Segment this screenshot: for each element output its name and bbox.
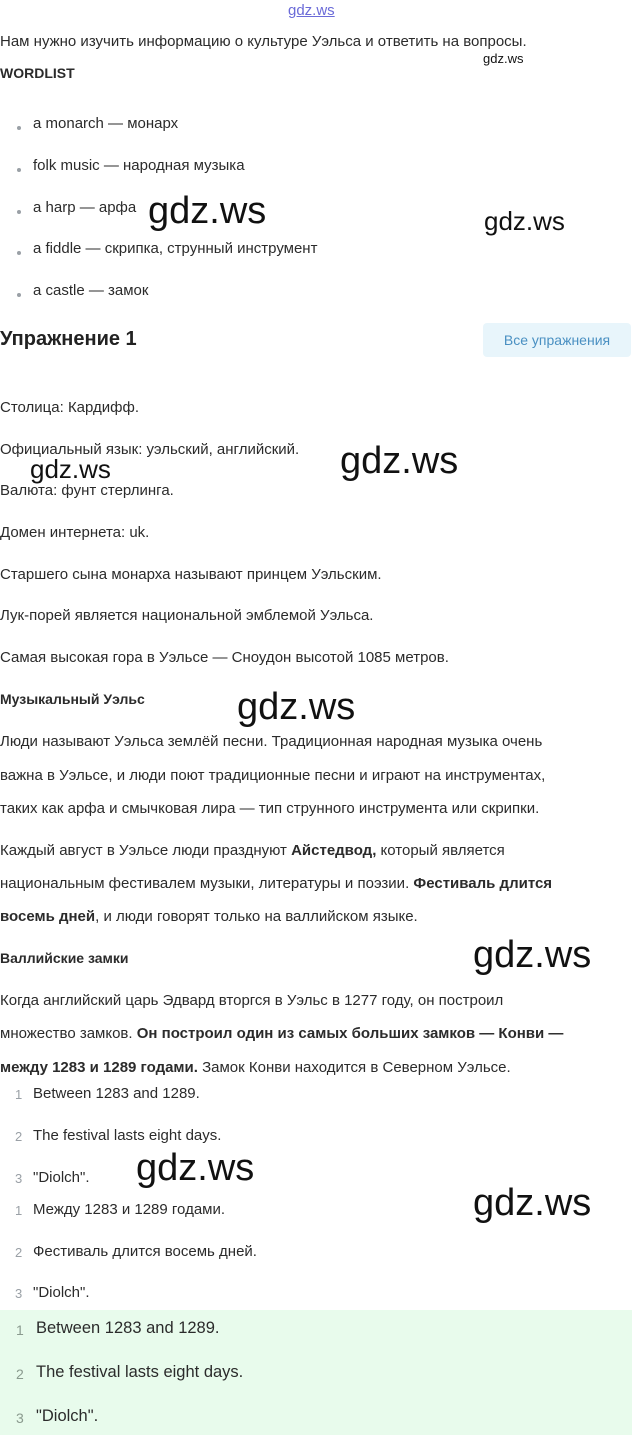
text-run: множество замков. (0, 1025, 137, 1042)
paragraph-line: Люди называют Уэльса землёй песни. Традиционная народная музыка очень (0, 733, 543, 750)
fact-line: Лук-порей является национальной эмблемой Уэльса. (0, 607, 374, 624)
list-item: a harp — арфа (33, 199, 137, 216)
fact-line: Столица: Кардифф. (0, 399, 140, 416)
fact-line: Валюта: фунт стерлинга. (0, 482, 174, 499)
site-watermark-link[interactable]: gdz.ws (288, 2, 335, 19)
list-item: Между 1283 и 1289 годами. (33, 1201, 226, 1218)
text-run-bold: Айстедвод, (291, 842, 377, 859)
watermark-text: gdz.ws (237, 686, 356, 728)
list-item: The festival lasts eight days. (33, 1127, 222, 1144)
list-item: a castle — замок (33, 282, 149, 299)
watermark-text: gdz.ws (473, 1182, 592, 1224)
paragraph-line (0, 842, 505, 859)
list-number: 1 (15, 1203, 23, 1218)
text-run-bold: Фестиваль длится (413, 875, 553, 892)
list-number: 2 (15, 1245, 23, 1260)
list-item: folk music — народная музыка (33, 157, 245, 174)
paragraph-line (0, 908, 418, 925)
bullet-icon (17, 210, 21, 214)
list-item: Between 1283 and 1289. (33, 1085, 200, 1102)
fact-line: Старшего сына монарха называют принцем Уэльским. (0, 566, 382, 583)
section-heading-music: Музыкальный Уэльс (0, 691, 145, 707)
bullet-icon (17, 126, 21, 130)
watermark-text: gdz.ws (148, 190, 267, 232)
watermark-text: gdz.ws (136, 1147, 255, 1189)
list-item: "Diolch". (33, 1284, 90, 1301)
list-item: a monarch — монарх (33, 115, 179, 132)
watermark-text: gdz.ws (30, 454, 111, 484)
list-number: 1 (15, 1087, 23, 1102)
list-item: The festival lasts eight days. (36, 1363, 244, 1381)
text-run: Каждый август в Уэльсе люди празднуют (0, 842, 292, 859)
text-run: который является (376, 842, 505, 859)
list-number: 3 (15, 1286, 23, 1301)
fact-line: Домен интернета: uk. (0, 524, 150, 541)
list-item: "Diolch". (33, 1169, 90, 1186)
text-run-bold: восемь дней (0, 908, 96, 925)
list-number: 1 (16, 1322, 24, 1338)
list-number: 3 (16, 1410, 24, 1426)
list-number: 2 (15, 1129, 23, 1144)
list-item: "Diolch". (36, 1407, 99, 1425)
fact-line: Официальный язык: уэльский, английский. (0, 441, 300, 458)
text-run-bold: Он построил один из самых больших замков — Конви — (136, 1025, 564, 1042)
paragraph-line (0, 1059, 511, 1076)
wordlist-heading: WORDLIST (0, 65, 75, 81)
list-item: Between 1283 and 1289. (36, 1319, 220, 1337)
paragraph-line: Когда английский царь Эдвард вторгся в Уэльс в 1277 году, он построил (0, 992, 504, 1009)
paragraph-line (0, 1025, 563, 1042)
text-run: национальным фестивалем музыки, литературы и поэзии. (0, 875, 414, 892)
watermark-text: gdz.ws (484, 206, 565, 236)
fact-line: Самая высокая гора в Уэльсе — Сноудон высотой 1085 метров. (0, 649, 449, 666)
section-heading-castles: Валлийские замки (0, 950, 129, 966)
paragraph-line: важна в Уэльсе, и люди поют традиционные песни и играют на инструментах, (0, 767, 546, 784)
exercise-title: Упражнение 1 (0, 328, 137, 350)
all-exercises-button[interactable]: Все упражнения (483, 323, 631, 357)
answer-highlight-box (0, 1310, 632, 1435)
list-item: a fiddle — скрипка, струнный инструмент (33, 240, 318, 257)
paragraph-line (0, 875, 552, 892)
bullet-icon (17, 293, 21, 297)
list-number: 2 (16, 1366, 24, 1382)
text-run: , и люди говорят только на валлийском языке. (95, 908, 418, 925)
text-run-bold: между 1283 и 1289 годами. (0, 1059, 198, 1076)
watermark-text: gdz.ws (340, 440, 459, 482)
paragraph-line: таких как арфа и смычковая лира — тип струнного инструмента или скрипки. (0, 800, 540, 817)
watermark-text: gdz.ws (473, 934, 592, 976)
intro-text: Нам нужно изучить информацию о культуре Уэльса и ответить на вопросы. (0, 33, 527, 50)
bullet-icon (17, 251, 21, 255)
list-item: Фестиваль длится восемь дней. (33, 1243, 257, 1260)
watermark-small: gdz.ws (483, 51, 524, 66)
bullet-icon (17, 168, 21, 172)
text-run: Замок Конви находится в Северном Уэльсе. (197, 1059, 511, 1076)
list-number: 3 (15, 1171, 23, 1186)
